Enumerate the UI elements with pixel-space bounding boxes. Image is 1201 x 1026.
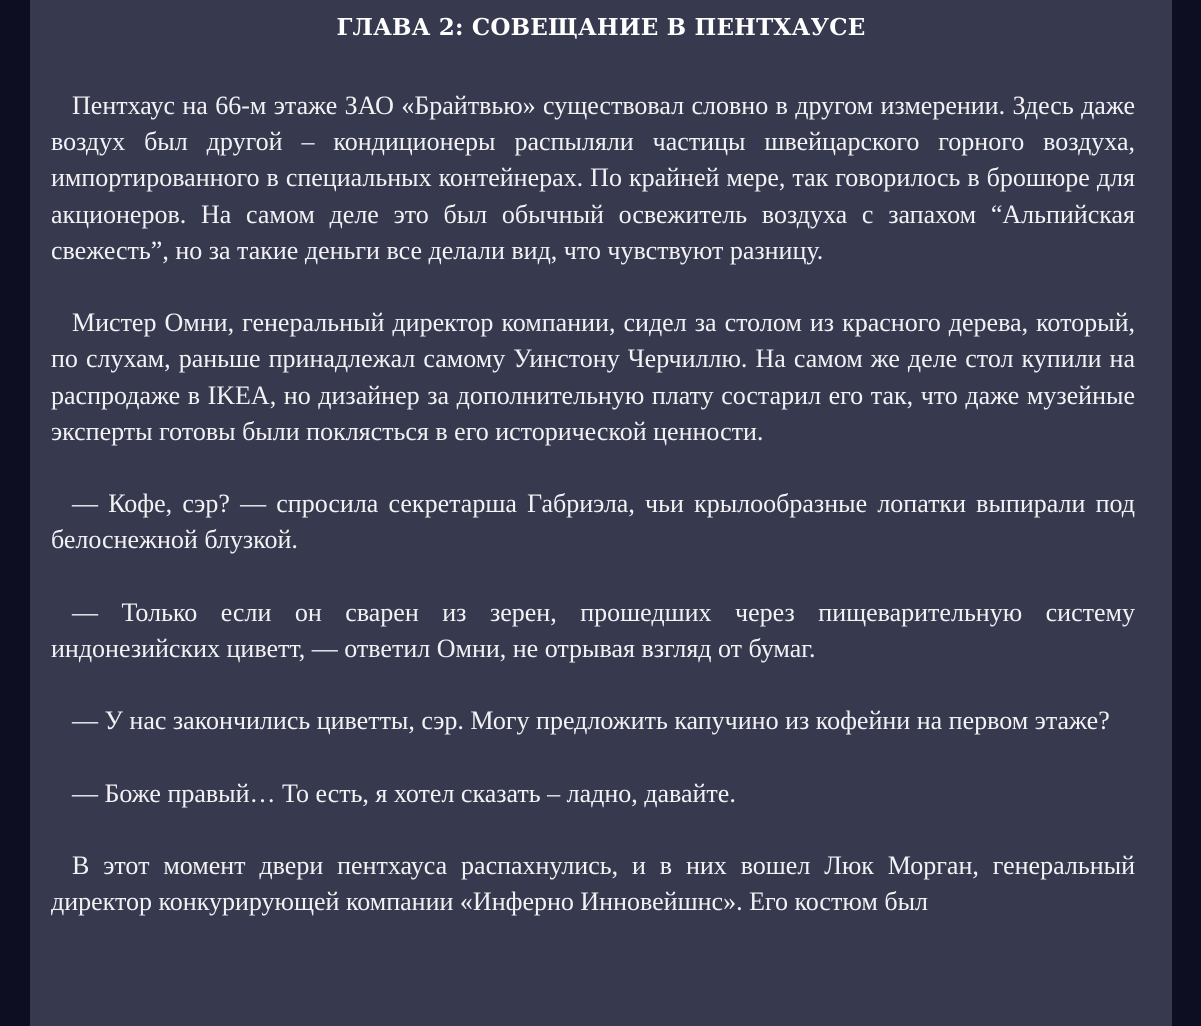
document-page (30, 0, 1172, 1026)
paragraph: В этот момент двери пентхауса распахнулись, и в них вошел Люк Морган, генеральный директор конкурирующей компании «Инферно Инновейшнс». Его костюм был (51, 851, 1135, 917)
paragraph: Мистер Омни, генеральный директор компании, сидел за столом из красного дерева, который, по слухам, раньше принадлежал самому Уинстону Черчиллю. На самом же деле стол купили на распродаже в IKEA, но дизайнер за дополнительную плату состарил его так, что даже музейные эксперты готовы были поклясться в его исторической ценности. (51, 308, 1135, 446)
paragraph: — У нас закончились циветты, сэр. Могу предложить капучино из кофейни на первом этаже? (72, 706, 1110, 736)
chapter-title: ГЛАВА 2: СОВЕЩАНИЕ В ПЕНТХАУСЕ (336, 14, 866, 41)
paragraph: — Боже правый… То есть, я хотел сказать – ладно, давайте. (72, 778, 736, 808)
chapter-body (51, 88, 1135, 957)
paragraph: — Только если он сварен из зерен, прошедших через пищеварительную систему индонезийских циветт, — ответил Омни, не отрывая взгляд от бумаг. (51, 597, 1135, 663)
paragraph: — Кофе, сэр? — спросила секретарша Габриэла, чьи крылообразные лопатки выпирали под белоснежной блузкой. (51, 489, 1135, 555)
paragraph: Пентхаус на 66-м этаже ЗАО «Брайтвью» существовал словно в другом измерении. Здесь даже воздух был другой – кондиционеры распыляли частицы швейцарского горного воздуха, импортированного в специальных контейнерах. По крайней мере, так говорилось в брошюре для акционеров. На самом деле это был обычный освежитель воздуха с запахом “Альпийская свежесть”, но за такие деньги все делали вид, что чувствуют разницу. (51, 91, 1135, 265)
